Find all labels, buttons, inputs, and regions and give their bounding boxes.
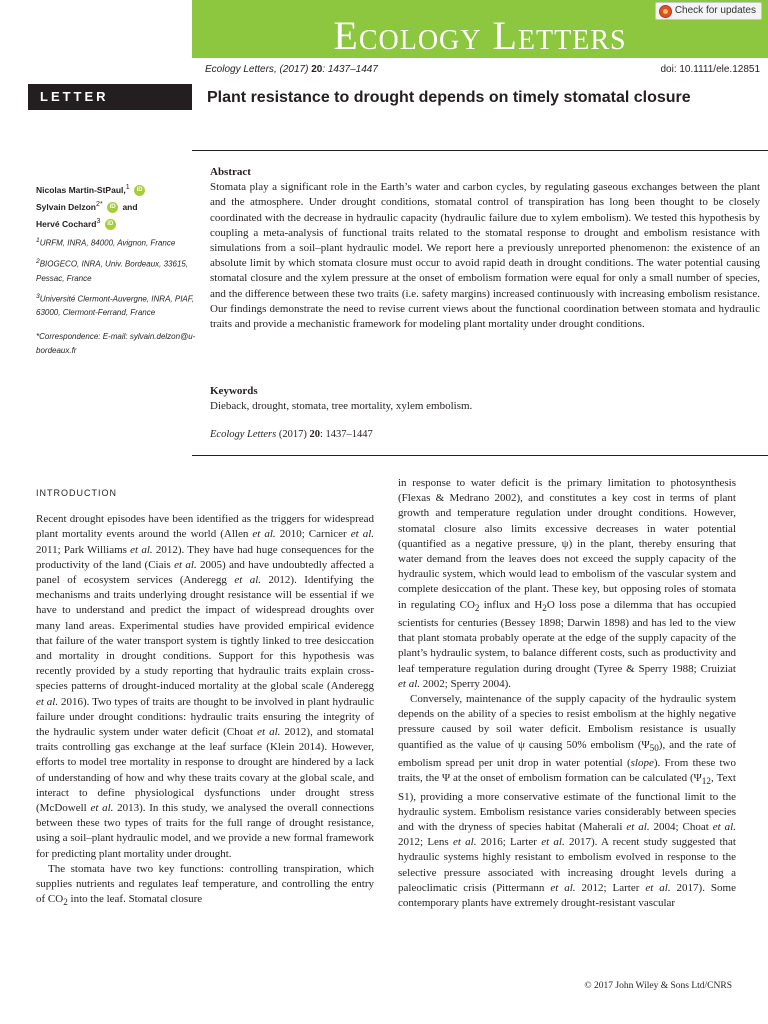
abstract [210, 165, 760, 332]
paragraph: Conversely, maintenance of the supply capacity of the hydraulic system depends on the ability of a species to resist embolism at the highly negative pressure caused by soil water deficit. Embolism resistance is usually quantified as the value of ψ causing 50% embolism $(\Psi_{50})$, and the rate of embolism spread per unit drop in water potential (slope). From these two traits, the Ψ at the onset of embolism formation can be calculated ($\Psi_{12}$, Text S1), providing a more conservative estimate of the functional limit to the hydraulic system. Embolism resistance varies considerably between species and with the dryness of species habitat (Maherali et al. 2004; Choat et al. 2012; Lens et al. 2016; Larter et al. 2017). A recent study suggested that hydraulic systems highly resistant to embolism evolved in response to the selective pressure associated with increasing drought levels during a paleoclimatic crisis (Pittermann et al. 2012; Larter et al. 2017). Some contemporary plants have extremely drought-resistant vascular [398, 693, 736, 910]
check-for-updates-button[interactable] [655, 2, 762, 20]
journal-banner [192, 0, 768, 58]
section-heading: INTRODUCTION [36, 488, 117, 498]
keywords-heading: Keywords [210, 385, 258, 397]
title-divider [192, 150, 768, 151]
doi-link[interactable]: doi: 10.1111/ele.12851 [660, 64, 760, 75]
affiliation-2: $^2$BIOGECO, INRA, Univ. Bordeaux, 33615, Pessac, France [36, 258, 189, 283]
affiliation-3: $^3$Université Clermont-Auvergne, INRA, PIAF, 63000, Clermont-Ferrand, France [36, 292, 194, 318]
abstract-divider [192, 455, 768, 456]
article-title: Plant resistance to drought depends on timely stomatal closure [207, 89, 691, 106]
citation-line [205, 64, 760, 75]
abstract-heading: Abstract [210, 166, 251, 178]
abstract-citation: Ecology Letters (2017) 20: 1437–1447 [210, 429, 373, 440]
paragraph: The stomata have two key functions: controlling transpiration, which supplies nutrients and regulates leaf temperature, and controlling the entry of $CO_2$ into the leaf. Stomatal closure [36, 862, 374, 908]
article-type-label: LETTER [28, 84, 192, 110]
paragraph: in response to water deficit is the primary limitation to photosynthesis (Flexas & Medrano 2002), and constitutes a key cost in terms of plant growth and temperature regulation under drought conditions. However, stomatal closure also limits excessive decreases in water potential (quantified as a negative pressure, ψ) in the plant, thereby ensuring that water demand from the leaves does not exceed the supply capacity of the hydraulic system, which would lead to embolism of the vascular system and complete desiccation of the plant. These key, but opposing roles of stomata in regulating $CO_2$ influx and $H_2O$ loss pose a dilemma that has occupied scientists for centuries (Bessey 1898; Darwin 1898) and has led to the view that plant stomata probably operate at the edge of the supply capacity of the plant’s hydraulic system, to balance different costs, such as productivity and leaf temperature regulation during drought (Tyree & Sperry 1988; Cruiziat et al. 2002; Sperry 2004). [398, 477, 736, 690]
orcid-icon[interactable]: iD [107, 202, 118, 213]
copyright-footer: © 2017 John Wiley & Sons Ltd/CNRS [584, 981, 732, 991]
keywords-text: Dieback, drought, stomata, tree mortality, xylem embolism. [210, 400, 473, 413]
author-1: Nicolas Martin-StPaul,$^1$ iD [36, 180, 196, 197]
abstract-text: Stomata play a significant role in the Earth’s water and carbon cycles, by regulating gaseous exchanges between the plant and the atmosphere. Under drought conditions, stomatal control of transpiration has long been thought to be closely coordinated with the decrease in hydraulic capacity (hydraulic failure due to xylem embolism). We tested this hypothesis by coupling a meta-analysis of functional traits related to the stomatal response to drought and embolism resistance with simulations from a soil–plant hydraulic model. We report here a previously unreported phenomenon: the existence of an absolute limit by which stomata closure must occur to avoid rapid death in drought conditions. The water potential causing stomatal closure and the xylem pressure at the onset of embolism formation were equal for only a small number of species, and the difference between these two traits (i.e. safety margins) increased continuously with increasing embolism resistance. Our findings demonstrate the need to revise current views about the functional coordination between stomata and hydraulic traits and provide a mechanistic framework for modeling plant mortality under drought conditions. [210, 181, 760, 331]
journal-name: Ecology Letters [333, 13, 627, 58]
orcid-icon[interactable]: iD [105, 219, 116, 230]
orcid-icon[interactable]: iD [134, 185, 145, 196]
author-block [36, 180, 196, 358]
citation-text: Ecology Letters, (2017) 20: 1437–1447 [205, 64, 378, 75]
correspondence: *Correspondence: E-mail: sylvain.delzon@u-bordeaux.fr [36, 332, 196, 356]
body-column-right [398, 476, 736, 911]
check-for-updates-label: Check for updates [674, 5, 756, 16]
paragraph: Recent drought episodes have been identified as the triggers for widespread plant mortality events around the world (Allen et al. 2010; Carnicer et al. 2011; Park Williams et al. 2012). They have had huge consequences for the productivity of the land (Ciais et al. 2005) and have undoubtedly affected a panel of ecosystem services (Anderegg et al. 2012). Identifying the mechanisms and traits underlying drought resistance will be essential if we have to understand and predict the impact of widespread droughts over many land areas. Experimental studies have provided empirical evidence that failure of the water transport system is tightly linked to tree desiccation and mortality in drought conditions. Support for this hypothesis was recently provided by a study reporting that hydraulic traits explain cross-species patterns of drought-induced mortality at the global scale (Anderegg et al. 2016). Two types of traits are thought to be involved in plant hydraulic failure under drought conditions: hydraulic traits ensuring the integrity of the hydraulic system under water deficit (Choat et al. 2012), and stomatal traits controlling gas exchange at the leaf surface (Klein 2014). However, efforts to model tree mortality in response to drought are hindered by a lack of understanding of how and why these traits covary at the global scale, and interact to define physiological dysfunctions under drought stress (McDowell et al. 2013). In this study, we analysed the overall connections between these two types of traits for the full range of drought resistance, using a soil–plant hydraulic model, and we provide a new formal framework for predicting plant mortality under drought. [36, 513, 375, 860]
author-3: Hervé Cochard$^3$ iD [36, 214, 196, 231]
author-2: Sylvain Delzon$^{2*}$ iD and [36, 199, 138, 212]
keywords [210, 384, 760, 414]
affiliation-1: $^1$URFM, INRA, 84000, Avignon, France [36, 237, 176, 249]
body-column-left [36, 476, 374, 911]
crossmark-icon [659, 5, 672, 18]
